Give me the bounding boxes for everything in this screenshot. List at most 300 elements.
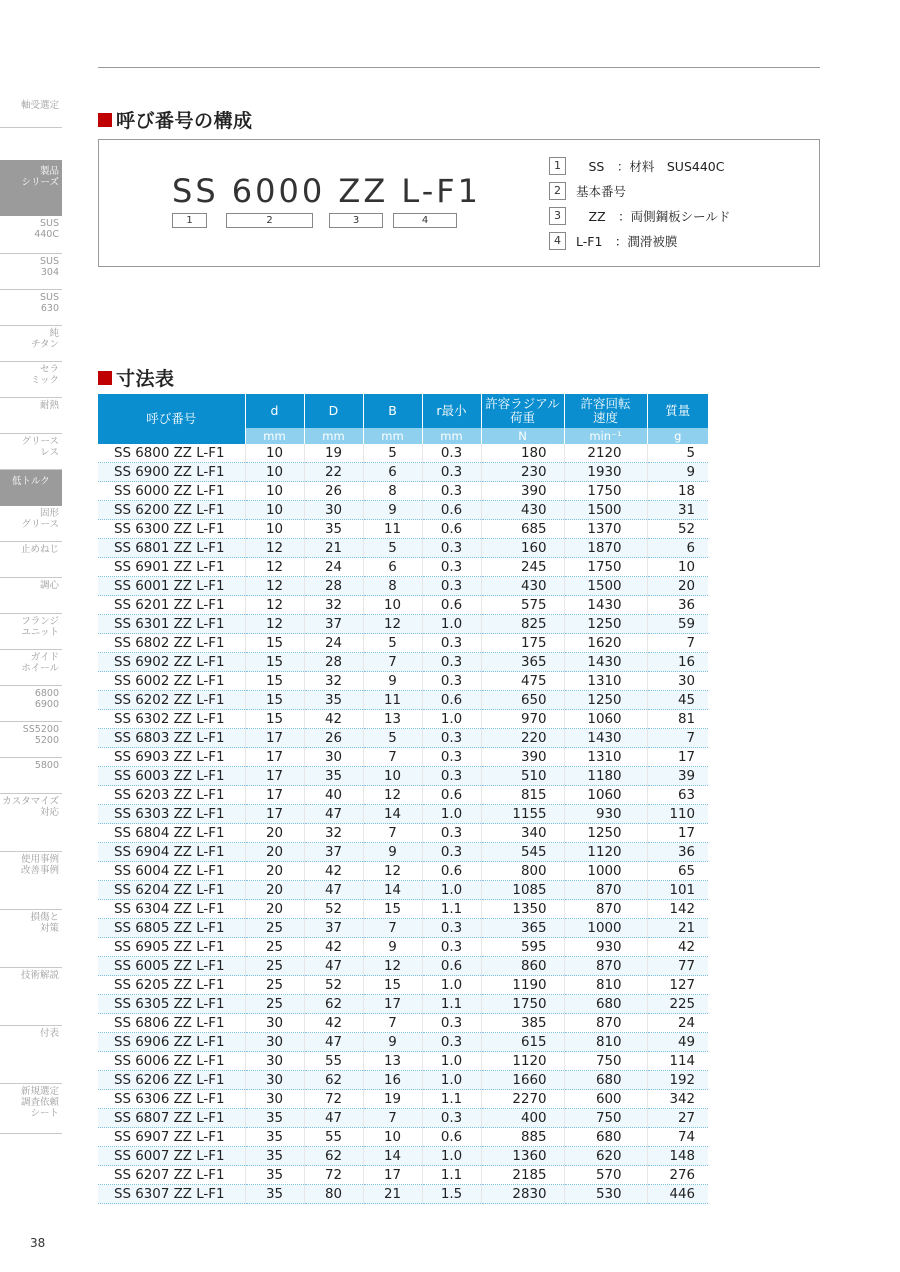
table-cell: SS 6203 ZZ L-F1 (98, 786, 245, 805)
table-cell: 14 (363, 1147, 422, 1166)
table-cell: 1.0 (422, 1052, 481, 1071)
table-cell: 110 (647, 805, 708, 824)
table-cell: 870 (564, 900, 647, 919)
column-header: d (245, 394, 304, 428)
table-cell: 15 (245, 672, 304, 691)
table-cell: 1430 (564, 596, 647, 615)
table-cell: 1.0 (422, 881, 481, 900)
table-cell: 15 (245, 710, 304, 729)
table-cell: 1350 (481, 900, 564, 919)
table-cell: 1870 (564, 539, 647, 558)
table-cell: 22 (304, 463, 363, 482)
table-cell: 0.3 (422, 539, 481, 558)
table-cell: 47 (304, 1033, 363, 1052)
table-cell: 35 (245, 1166, 304, 1185)
table-cell: 475 (481, 672, 564, 691)
table-cell: 0.6 (422, 957, 481, 976)
table-cell: 0.3 (422, 653, 481, 672)
sidebar-item[interactable]: 付表 (0, 1026, 62, 1084)
column-header: 許容回転 速度 (564, 394, 647, 428)
table-cell: 6 (647, 539, 708, 558)
unit-cell: mm (304, 428, 363, 444)
dimensions-heading-text: 寸法表 (116, 368, 175, 390)
table-cell: SS 6302 ZZ L-F1 (98, 710, 245, 729)
table-cell: 0.3 (422, 767, 481, 786)
table-cell: 365 (481, 919, 564, 938)
column-header: 許容ラジアル 荷重 (481, 394, 564, 428)
table-cell: 825 (481, 615, 564, 634)
table-row (98, 501, 708, 520)
sidebar-item[interactable]: 技術解説 (0, 968, 62, 1026)
part-number-index-2: 2 (226, 213, 313, 228)
sidebar-item[interactable]: ガイド ホイール (0, 650, 62, 686)
table-row (98, 1166, 708, 1185)
table-cell: SS 6304 ZZ L-F1 (98, 900, 245, 919)
table-cell: 0.3 (422, 444, 481, 463)
table-cell: 192 (647, 1071, 708, 1090)
table-row (98, 805, 708, 824)
table-cell: 7 (363, 1014, 422, 1033)
table-cell: SS 6007 ZZ L-F1 (98, 1147, 245, 1166)
table-cell: 1620 (564, 634, 647, 653)
table-cell: SS 6806 ZZ L-F1 (98, 1014, 245, 1033)
sidebar-item[interactable]: フランジ ユニット (0, 614, 62, 650)
table-cell: 1120 (481, 1052, 564, 1071)
table-cell: 20 (245, 843, 304, 862)
table-cell: 1180 (564, 767, 647, 786)
table-cell: 7 (363, 919, 422, 938)
table-cell: 2120 (564, 444, 647, 463)
unit-cell: mm (363, 428, 422, 444)
table-cell: 17 (245, 767, 304, 786)
table-cell: 42 (304, 1014, 363, 1033)
table-cell: 1250 (564, 615, 647, 634)
sidebar-item[interactable]: 耐熱 (0, 398, 62, 434)
table-row (98, 444, 708, 463)
table-cell: 28 (304, 653, 363, 672)
table-cell: 14 (363, 881, 422, 900)
table-cell: 14 (363, 805, 422, 824)
table-cell: 160 (481, 539, 564, 558)
table-cell: 59 (647, 615, 708, 634)
table-cell: 0.3 (422, 1109, 481, 1128)
legend-number: 4 (549, 232, 566, 250)
table-cell: 25 (245, 995, 304, 1014)
table-cell: 1155 (481, 805, 564, 824)
table-cell: 1750 (564, 558, 647, 577)
unit-cell: N (481, 428, 564, 444)
table-cell: 27 (647, 1109, 708, 1128)
table-cell: 148 (647, 1147, 708, 1166)
table-cell: 365 (481, 653, 564, 672)
dimensions-heading (98, 364, 175, 391)
table-cell: SS 6205 ZZ L-F1 (98, 976, 245, 995)
table-cell: SS 6801 ZZ L-F1 (98, 539, 245, 558)
table-cell: 220 (481, 729, 564, 748)
table-row (98, 596, 708, 615)
table-cell: 55 (304, 1052, 363, 1071)
unit-cell: mm (245, 428, 304, 444)
table-cell: 15 (245, 634, 304, 653)
table-row (98, 1128, 708, 1147)
table-cell: SS 6902 ZZ L-F1 (98, 653, 245, 672)
part-number-index-3: 3 (329, 213, 383, 228)
table-cell: 1.5 (422, 1185, 481, 1204)
table-cell: 1430 (564, 729, 647, 748)
table-cell: 0.6 (422, 501, 481, 520)
table-cell: 10 (363, 767, 422, 786)
table-cell: SS 6006 ZZ L-F1 (98, 1052, 245, 1071)
table-cell: 1.0 (422, 805, 481, 824)
table-cell: 12 (245, 596, 304, 615)
table-cell: SS 6004 ZZ L-F1 (98, 862, 245, 881)
table-cell: 77 (647, 957, 708, 976)
table-cell: 17 (363, 995, 422, 1014)
table-cell: 1500 (564, 501, 647, 520)
table-cell: 0.3 (422, 729, 481, 748)
table-cell: 81 (647, 710, 708, 729)
table-cell: 400 (481, 1109, 564, 1128)
legend-number: 3 (549, 207, 566, 225)
column-header: 質量 (647, 394, 708, 428)
sidebar-item[interactable]: 6800 6900 (0, 686, 62, 722)
table-cell: 595 (481, 938, 564, 957)
table-cell: 2270 (481, 1090, 564, 1109)
table-cell: 0.3 (422, 463, 481, 482)
table-cell: 0.3 (422, 482, 481, 501)
table-cell: 24 (647, 1014, 708, 1033)
table-cell: 52 (647, 520, 708, 539)
table-cell: 385 (481, 1014, 564, 1033)
table-cell: 615 (481, 1033, 564, 1052)
table-cell: SS 6906 ZZ L-F1 (98, 1033, 245, 1052)
table-cell: 10 (245, 482, 304, 501)
legend-text: SS ：材料 SUS440C (576, 159, 725, 174)
table-cell: 32 (304, 672, 363, 691)
table-cell: 52 (304, 900, 363, 919)
table-cell: 15 (245, 653, 304, 672)
column-header: D (304, 394, 363, 428)
table-cell: 570 (564, 1166, 647, 1185)
table-cell: 62 (304, 995, 363, 1014)
table-cell: 10 (245, 444, 304, 463)
table-cell: 35 (245, 1185, 304, 1204)
part-number-composition-box (98, 139, 820, 267)
table-cell: 25 (245, 976, 304, 995)
heading-marker-icon (98, 371, 112, 385)
table-cell: 2830 (481, 1185, 564, 1204)
table-cell: 10 (647, 558, 708, 577)
table-cell: 36 (647, 843, 708, 862)
table-cell: 36 (647, 596, 708, 615)
sidebar-item[interactable]: 軸受選定 (0, 98, 62, 128)
table-cell: SS 6306 ZZ L-F1 (98, 1090, 245, 1109)
table-cell: SS 6300 ZZ L-F1 (98, 520, 245, 539)
table-row (98, 767, 708, 786)
table-row (98, 919, 708, 938)
table-cell: 1000 (564, 862, 647, 881)
table-cell: 885 (481, 1128, 564, 1147)
table-cell: 430 (481, 577, 564, 596)
table-cell: 20 (245, 900, 304, 919)
table-cell: 342 (647, 1090, 708, 1109)
table-cell: 1000 (564, 919, 647, 938)
table-cell: 0.3 (422, 1014, 481, 1033)
table-cell: 63 (647, 786, 708, 805)
table-cell: 810 (564, 976, 647, 995)
legend-number: 1 (549, 157, 566, 175)
table-cell: 870 (564, 881, 647, 900)
table-cell: 37 (304, 919, 363, 938)
dimensions-table (98, 394, 708, 1204)
sidebar-item[interactable]: SUS 440C (0, 216, 62, 254)
table-cell: 1085 (481, 881, 564, 900)
table-cell: SS 6901 ZZ L-F1 (98, 558, 245, 577)
table-cell: 970 (481, 710, 564, 729)
table-cell: 17 (647, 824, 708, 843)
table-cell: 1120 (564, 843, 647, 862)
table-cell: 35 (304, 691, 363, 710)
table-cell: 225 (647, 995, 708, 1014)
table-cell: 13 (363, 1052, 422, 1071)
table-cell: 47 (304, 881, 363, 900)
table-cell: 35 (245, 1147, 304, 1166)
table-row (98, 520, 708, 539)
table-cell: SS 6904 ZZ L-F1 (98, 843, 245, 862)
table-cell: 13 (363, 710, 422, 729)
table-cell: 28 (304, 577, 363, 596)
table-cell: 0.6 (422, 691, 481, 710)
table-cell: 80 (304, 1185, 363, 1204)
table-cell: SS 6802 ZZ L-F1 (98, 634, 245, 653)
table-cell: SS 6800 ZZ L-F1 (98, 444, 245, 463)
table-cell: 0.3 (422, 634, 481, 653)
table-cell: 180 (481, 444, 564, 463)
table-cell: 42 (647, 938, 708, 957)
table-cell: 810 (564, 1033, 647, 1052)
table-cell: 9 (363, 501, 422, 520)
table-cell: 9 (363, 672, 422, 691)
table-cell: SS 6204 ZZ L-F1 (98, 881, 245, 900)
table-row (98, 1147, 708, 1166)
table-cell: 815 (481, 786, 564, 805)
table-cell: SS 6003 ZZ L-F1 (98, 767, 245, 786)
table-cell: 10 (363, 1128, 422, 1147)
table-cell: 7 (363, 653, 422, 672)
table-cell: 9 (363, 938, 422, 957)
table-cell: 680 (564, 995, 647, 1014)
table-cell: 12 (245, 558, 304, 577)
table-cell: SS 6803 ZZ L-F1 (98, 729, 245, 748)
table-cell: 20 (245, 824, 304, 843)
table-row (98, 862, 708, 881)
table-cell: 175 (481, 634, 564, 653)
table-cell: 1.1 (422, 1090, 481, 1109)
table-cell: 62 (304, 1147, 363, 1166)
table-cell: 870 (564, 957, 647, 976)
table-cell: 0.6 (422, 596, 481, 615)
table-cell: 30 (647, 672, 708, 691)
table-cell: SS 6206 ZZ L-F1 (98, 1071, 245, 1090)
table-cell: 35 (245, 1109, 304, 1128)
table-cell: 42 (304, 938, 363, 957)
table-cell: 530 (564, 1185, 647, 1204)
composition-heading (98, 106, 253, 133)
table-cell: 1190 (481, 976, 564, 995)
table-cell: 0.6 (422, 862, 481, 881)
sidebar-item[interactable]: カスタマイズ 対応 (0, 794, 62, 852)
table-row (98, 957, 708, 976)
unit-cell: g (647, 428, 708, 444)
table-cell: SS 6303 ZZ L-F1 (98, 805, 245, 824)
table-cell: SS 6305 ZZ L-F1 (98, 995, 245, 1014)
sidebar-item[interactable]: 製品 シリーズ (0, 160, 62, 216)
table-cell: 7 (647, 729, 708, 748)
table-cell: 245 (481, 558, 564, 577)
table-cell: 12 (363, 615, 422, 634)
table-cell: 0.3 (422, 672, 481, 691)
table-cell: 1250 (564, 824, 647, 843)
table-row (98, 729, 708, 748)
table-cell: 25 (245, 938, 304, 957)
table-cell: 0.3 (422, 1033, 481, 1052)
table-cell: 37 (304, 843, 363, 862)
table-cell: 10 (245, 501, 304, 520)
table-cell: 30 (245, 1033, 304, 1052)
table-cell: 62 (304, 1071, 363, 1090)
legend-text: L-F1 ：潤滑被膜 (576, 234, 678, 249)
table-cell: 9 (363, 1033, 422, 1052)
table-cell: 72 (304, 1090, 363, 1109)
table-cell: 35 (304, 767, 363, 786)
table-row (98, 976, 708, 995)
table-cell: 0.6 (422, 1128, 481, 1147)
table-cell: 1.0 (422, 710, 481, 729)
sidebar-item[interactable]: SS5200 5200 (0, 722, 62, 758)
table-cell: 35 (304, 520, 363, 539)
sidebar-item[interactable]: 固形 グリース (0, 506, 62, 542)
table-cell: 575 (481, 596, 564, 615)
legend-number: 2 (549, 182, 566, 200)
table-cell: 650 (481, 691, 564, 710)
table-cell: 1360 (481, 1147, 564, 1166)
table-cell: 5 (363, 539, 422, 558)
table-cell: 7 (363, 1109, 422, 1128)
table-cell: 1930 (564, 463, 647, 482)
table-cell: 10 (245, 463, 304, 482)
table-cell: 17 (363, 1166, 422, 1185)
table-cell: SS 6805 ZZ L-F1 (98, 919, 245, 938)
table-row (98, 1033, 708, 1052)
table-cell: 24 (304, 558, 363, 577)
table-cell: SS 6903 ZZ L-F1 (98, 748, 245, 767)
sidebar-item[interactable]: 5800 (0, 758, 62, 794)
table-cell: 7 (363, 748, 422, 767)
table-cell: 47 (304, 957, 363, 976)
sidebar-item[interactable]: グリース レス (0, 434, 62, 470)
table-cell: 276 (647, 1166, 708, 1185)
table-row (98, 938, 708, 957)
table-cell: 12 (245, 577, 304, 596)
table-row (98, 1052, 708, 1071)
table-cell: 74 (647, 1128, 708, 1147)
table-cell: 1250 (564, 691, 647, 710)
table-cell: 47 (304, 805, 363, 824)
table-cell: SS 6202 ZZ L-F1 (98, 691, 245, 710)
heading-marker-icon (98, 113, 112, 127)
table-cell: 1500 (564, 577, 647, 596)
table-cell: SS 6005 ZZ L-F1 (98, 957, 245, 976)
table-cell: 19 (363, 1090, 422, 1109)
legend-text: 基本番号 (576, 184, 627, 199)
sidebar-item[interactable]: 使用事例 改善事例 (0, 852, 62, 910)
part-number-example: SS 6000 ZZ L-F1 (172, 172, 481, 210)
table-cell: 32 (304, 824, 363, 843)
table-row (98, 710, 708, 729)
table-cell: SS 6804 ZZ L-F1 (98, 824, 245, 843)
table-cell: 30 (304, 501, 363, 520)
table-cell: 15 (245, 691, 304, 710)
table-cell: 47 (304, 1109, 363, 1128)
table-row (98, 672, 708, 691)
table-cell: 16 (363, 1071, 422, 1090)
table-row (98, 1185, 708, 1204)
table-cell: 750 (564, 1052, 647, 1071)
table-cell: 446 (647, 1185, 708, 1204)
sidebar-item[interactable]: 純 チタン (0, 326, 62, 362)
table-row (98, 824, 708, 843)
sidebar-item[interactable]: SUS 304 (0, 254, 62, 290)
table-cell: SS 6905 ZZ L-F1 (98, 938, 245, 957)
table-cell: 11 (363, 520, 422, 539)
table-cell: 17 (647, 748, 708, 767)
sidebar-item[interactable]: 止めねじ (0, 542, 62, 578)
table-cell: SS 6907 ZZ L-F1 (98, 1128, 245, 1147)
table-cell: 35 (245, 1128, 304, 1147)
table-cell: 25 (245, 957, 304, 976)
table-cell: 1.0 (422, 615, 481, 634)
table-row (98, 577, 708, 596)
sidebar-item[interactable]: SUS 630 (0, 290, 62, 326)
sidebar-item[interactable]: 新規選定 調査依頼 シート (0, 1084, 62, 1134)
composition-heading-text: 呼び番号の構成 (116, 110, 253, 132)
table-cell: 15 (363, 900, 422, 919)
table-cell: 860 (481, 957, 564, 976)
table-cell: 0.3 (422, 577, 481, 596)
sidebar-item[interactable]: 損傷と 対策 (0, 910, 62, 968)
table-cell: 30 (304, 748, 363, 767)
table-cell: 20 (245, 881, 304, 900)
column-header: r最小 (422, 394, 481, 428)
table-cell: 1430 (564, 653, 647, 672)
table-cell: 5 (363, 444, 422, 463)
legend-item (549, 207, 730, 225)
table-cell: 16 (647, 653, 708, 672)
sidebar-item[interactable]: 調心 (0, 578, 62, 614)
table-cell: 20 (647, 577, 708, 596)
table-cell: 0.6 (422, 520, 481, 539)
table-cell: 930 (564, 805, 647, 824)
legend-item (549, 182, 626, 200)
sidebar-item[interactable]: 低トルク (0, 470, 62, 506)
table-cell: 21 (363, 1185, 422, 1204)
table-cell: 1750 (564, 482, 647, 501)
table-cell: 8 (363, 577, 422, 596)
table-cell: 390 (481, 482, 564, 501)
table-cell: SS 6307 ZZ L-F1 (98, 1185, 245, 1204)
unit-cell: mm (422, 428, 481, 444)
sidebar-item[interactable]: セラ ミック (0, 362, 62, 398)
